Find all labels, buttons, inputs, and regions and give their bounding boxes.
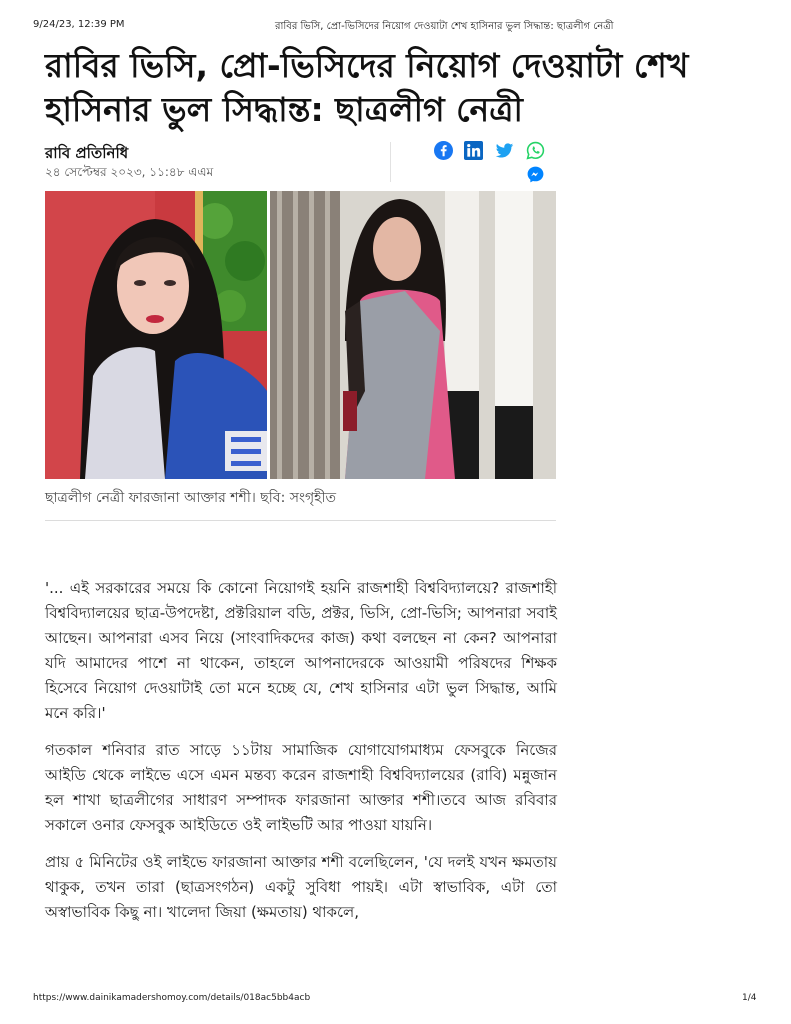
print-datetime: 9/24/23, 12:39 PM [33,19,125,30]
article-paragraph: '... এই সরকারের সময়ে কি কোনো নিয়োগই হয়নি রাজশাহী বিশ্ববিদ্যালয়ে? রাজশাহী বিশ্ববিদ্যালয়ের ছাত্র-উপদেষ্টা, প্রক্টরিয়াল বডি, প্রক্টর, ভিসি, প্রো-ভিসি; আপনারা সবাই আছেন। আপনারা এসব নিয়ে (সাংবাদিকদের কাজ) কথা বলছেন না কেন? আপনারা যদি আমাদের পাশে না থাকেন, তাহলে আপনাদেরকে আওয়ামী পরিষদের শিক্ষক হিসেবে নিয়োগ দেওয়াটাই তো মনে হচ্ছে যে, শেখ হাসিনার এটা ভুল সিদ্ধান্ত, আমি মনে করি।' [45,579,557,722]
article-paragraph: প্রায় ৫ মিনিটের ওই লাইভে ফারজানা আক্তার শশী বলেছিলেন, 'যে দলই যখন ক্ষমতায় থাকুক, তখন তারা (ছাত্রসংগঠন) একটু সুবিধা পায়ই। এটা স্বাভাবিক, এটা তো অস্বাভাবিক কিছু না। খালেদা জিয়া (ক্ষমতায়) থাকলে, [45,853,557,921]
print-page-number: 1/4 [742,993,757,1003]
article-paragraph: গতকাল শনিবার রাত সাড়ে ১১টায় সামাজিক যোগাযোগমাধ্যম ফেসবুকে নিজের আইডি থেকে লাইভে এসে এমন মন্তব্য করেন রাজশাহী বিশ্ববিদ্যালয়ের (রাবি) মন্নুজান হল শাখা ছাত্রলীগের সাধারণ সম্পাদক ফারজানা আক্তার শশী।তবে আজ রবিবার সকালে ওনার ফেসবুক আইডিতে ওই লাইভটি আর পাওয়া যায়নি। [45,741,557,834]
print-footer-url: https://www.dainikamadershomoy.com/details/018ac5bb4acb [33,993,311,1003]
article-body [45,576,557,937]
share-bar [434,141,554,187]
caption-divider [45,520,556,521]
author-name[interactable]: রাবি প্রতিনিধি [45,144,129,162]
whatsapp-icon[interactable] [526,141,545,160]
article-headline: রাবির ভিসি, প্রো-ভিসিদের নিয়োগ দেওয়াটা শেখ হাসিনার ভুল সিদ্ধান্ত: ছাত্রলীগ নেত্রী [45,46,689,129]
twitter-icon[interactable] [495,141,514,160]
byline-divider [390,142,391,182]
print-page-title: রাবির ভিসি, প্রো-ভিসিদের নিয়োগ দেওয়াটা শেখ হাসিনার ভুল সিদ্ধান্ত: ছাত্রলীগ নেত্রী [275,21,614,32]
linkedin-icon[interactable] [464,141,483,160]
article-photo [45,191,556,479]
publish-date: ২৪ সেপ্টেম্বর ২০২৩, ১১:৪৮ এএম [45,165,214,179]
image-caption: ছাত্রলীগ নেত্রী ফারজানা আক্তার শশী। ছবি: সংগৃহীত [45,490,337,506]
facebook-icon[interactable] [434,141,453,160]
byline [45,143,375,181]
messenger-icon[interactable] [526,165,545,184]
